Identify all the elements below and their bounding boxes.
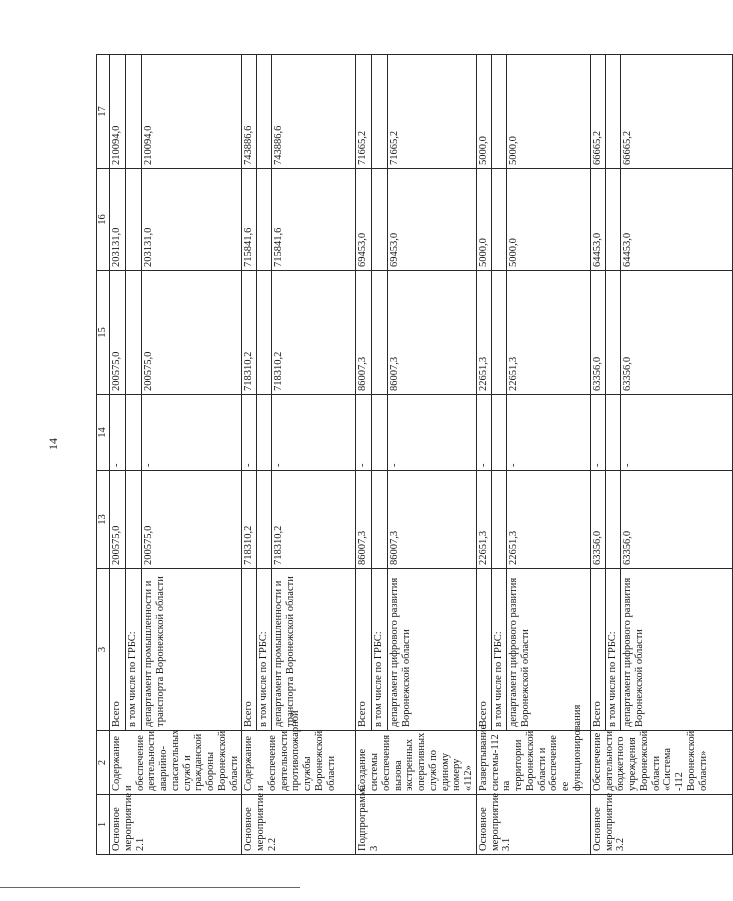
rotated-table-container — [96, 55, 709, 855]
funding-source-cell: департамент промышленности и транспорта Воронежской области — [272, 569, 356, 731]
measure-description-cell: Содержание и обеспечение деятельности противопожарной службы Воронежской области — [242, 731, 356, 795]
value-cell-15: 86007,3 — [356, 271, 372, 395]
value-cell-15: 718310,2 — [272, 271, 356, 395]
value-cell-15 — [491, 271, 506, 395]
value-cell-17: 71665,2 — [356, 55, 372, 169]
value-cell-14 — [372, 395, 388, 471]
value-cell-14: - — [506, 395, 590, 471]
value-cell-14: - — [356, 395, 372, 471]
funding-source-cell: Всего — [476, 569, 491, 731]
value-cell-14 — [491, 395, 506, 471]
measure-name-cell: Основное мероприятие 2.2 — [242, 795, 356, 855]
funding-source-cell: Всего — [110, 569, 126, 731]
value-cell-13: 22651,3 — [506, 471, 590, 569]
value-cell-17: 5000,0 — [476, 55, 491, 169]
table-row — [356, 55, 372, 855]
value-cell-16: 5000,0 — [476, 169, 491, 271]
value-cell-13 — [125, 471, 141, 569]
page-number: 14 — [46, 438, 60, 450]
value-cell-14: - — [387, 395, 476, 471]
value-cell-13: 200575,0 — [110, 471, 126, 569]
measure-name-cell: Подпрограмма 3 — [356, 795, 477, 855]
table-body — [97, 55, 733, 855]
value-cell-17: 210094,0 — [141, 55, 241, 169]
value-cell-13 — [605, 471, 620, 569]
value-cell-14 — [125, 395, 141, 471]
funding-source-cell: в том числе по ГРБС: — [125, 569, 141, 731]
table-row — [476, 55, 491, 855]
value-cell-14: - — [242, 395, 257, 471]
value-cell-13: 63356,0 — [590, 471, 605, 569]
funding-source-cell: Всего — [242, 569, 257, 731]
value-cell-15: 22651,3 — [506, 271, 590, 395]
value-cell-13 — [257, 471, 272, 569]
funding-source-cell: департамент цифрового развития Воронежской области — [620, 569, 732, 731]
funding-source-cell: в том числе по ГРБС: — [257, 569, 272, 731]
funding-source-cell: департамент промышленности и транспорта Воронежской области — [141, 569, 241, 731]
value-cell-17: 743886,6 — [272, 55, 356, 169]
value-cell-15: 200575,0 — [141, 271, 241, 395]
value-cell-15 — [257, 271, 272, 395]
header-cell: 13 — [97, 471, 110, 569]
value-cell-13 — [491, 471, 506, 569]
funding-source-cell: департамент цифрового развития Воронежской области — [387, 569, 476, 731]
value-cell-15: 718310,2 — [242, 271, 257, 395]
header-cell: 17 — [97, 55, 110, 169]
value-cell-16: 203131,0 — [110, 169, 126, 271]
funding-source-cell: Всего — [590, 569, 605, 731]
value-cell-14: - — [141, 395, 241, 471]
header-cell: 2 — [97, 731, 110, 795]
header-cell: 14 — [97, 395, 110, 471]
header-row — [97, 55, 110, 855]
value-cell-15: 63356,0 — [620, 271, 732, 395]
value-cell-14 — [257, 395, 272, 471]
value-cell-13: 200575,0 — [141, 471, 241, 569]
funding-source-cell: в том числе по ГРБС: — [372, 569, 388, 731]
value-cell-14 — [605, 395, 620, 471]
value-cell-17: 66665,2 — [620, 55, 732, 169]
value-cell-14: - — [590, 395, 605, 471]
value-cell-17: 5000,0 — [506, 55, 590, 169]
value-cell-13: 718310,2 — [242, 471, 257, 569]
value-cell-16: 64453,0 — [590, 169, 605, 271]
measure-name-cell: Основное мероприятие 3.1 — [476, 795, 590, 855]
value-cell-17 — [372, 55, 388, 169]
value-cell-16 — [257, 169, 272, 271]
value-cell-16 — [605, 169, 620, 271]
funding-source-cell: в том числе по ГРБС: — [491, 569, 506, 731]
value-cell-17 — [257, 55, 272, 169]
measure-description-cell: Обеспечение деятельности бюджетного учреждения Воронежской области «Система -112 Воронежской области» — [590, 731, 732, 795]
value-cell-16: 64453,0 — [620, 169, 732, 271]
value-cell-17 — [605, 55, 620, 169]
table-row — [110, 55, 126, 855]
value-cell-16: 69453,0 — [356, 169, 372, 271]
value-cell-17: 71665,2 — [387, 55, 476, 169]
budget-table — [96, 54, 733, 855]
value-cell-17: 210094,0 — [110, 55, 126, 169]
value-cell-16: 69453,0 — [387, 169, 476, 271]
value-cell-16: 715841,6 — [272, 169, 356, 271]
table-row — [242, 55, 257, 855]
table-row — [590, 55, 605, 855]
value-cell-14: - — [620, 395, 732, 471]
funding-source-cell: в том числе по ГРБС: — [605, 569, 620, 731]
value-cell-17: 743886,6 — [242, 55, 257, 169]
value-cell-15: 200575,0 — [110, 271, 126, 395]
value-cell-15: 63356,0 — [590, 271, 605, 395]
header-cell: 1 — [97, 795, 110, 855]
value-cell-15: 86007,3 — [387, 271, 476, 395]
header-cell: 3 — [97, 569, 110, 731]
value-cell-15 — [372, 271, 388, 395]
measure-description-cell: Развертывание системы-112 на территории Воронежской области и обеспечение ее функционирования — [476, 731, 590, 795]
measure-description-cell: Создание системы обеспечения вызова экстренных оперативных служб по единому номеру «112» — [356, 731, 477, 795]
value-cell-16 — [125, 169, 141, 271]
value-cell-13: 86007,3 — [387, 471, 476, 569]
value-cell-14: - — [272, 395, 356, 471]
value-cell-14: - — [476, 395, 491, 471]
funding-source-cell: Всего — [356, 569, 372, 731]
value-cell-16 — [491, 169, 506, 271]
header-cell: 16 — [97, 169, 110, 271]
value-cell-15 — [605, 271, 620, 395]
value-cell-17: 66665,2 — [590, 55, 605, 169]
measure-description-cell: Содержание и обеспечение деятельности аварийно-спасательных служб и гражданской обороны Воронежской области — [110, 731, 242, 795]
funding-source-cell: департамент цифрового развития Воронежской области — [506, 569, 590, 731]
value-cell-13 — [372, 471, 388, 569]
value-cell-13: 22651,3 — [476, 471, 491, 569]
measure-name-cell: Основное мероприятие 3.2 — [590, 795, 732, 855]
value-cell-14: - — [110, 395, 126, 471]
value-cell-15: 22651,3 — [476, 271, 491, 395]
value-cell-16: 5000,0 — [506, 169, 590, 271]
value-cell-16: 203131,0 — [141, 169, 241, 271]
value-cell-17 — [125, 55, 141, 169]
value-cell-13: 718310,2 — [272, 471, 356, 569]
value-cell-16 — [372, 169, 388, 271]
value-cell-13: 86007,3 — [356, 471, 372, 569]
value-cell-13: 63356,0 — [620, 471, 732, 569]
header-cell: 15 — [97, 271, 110, 395]
measure-name-cell: Основное мероприятие 2.1 — [110, 795, 242, 855]
value-cell-17 — [491, 55, 506, 169]
scan-edge-line — [0, 887, 300, 888]
value-cell-15 — [125, 271, 141, 395]
value-cell-16: 715841,6 — [242, 169, 257, 271]
